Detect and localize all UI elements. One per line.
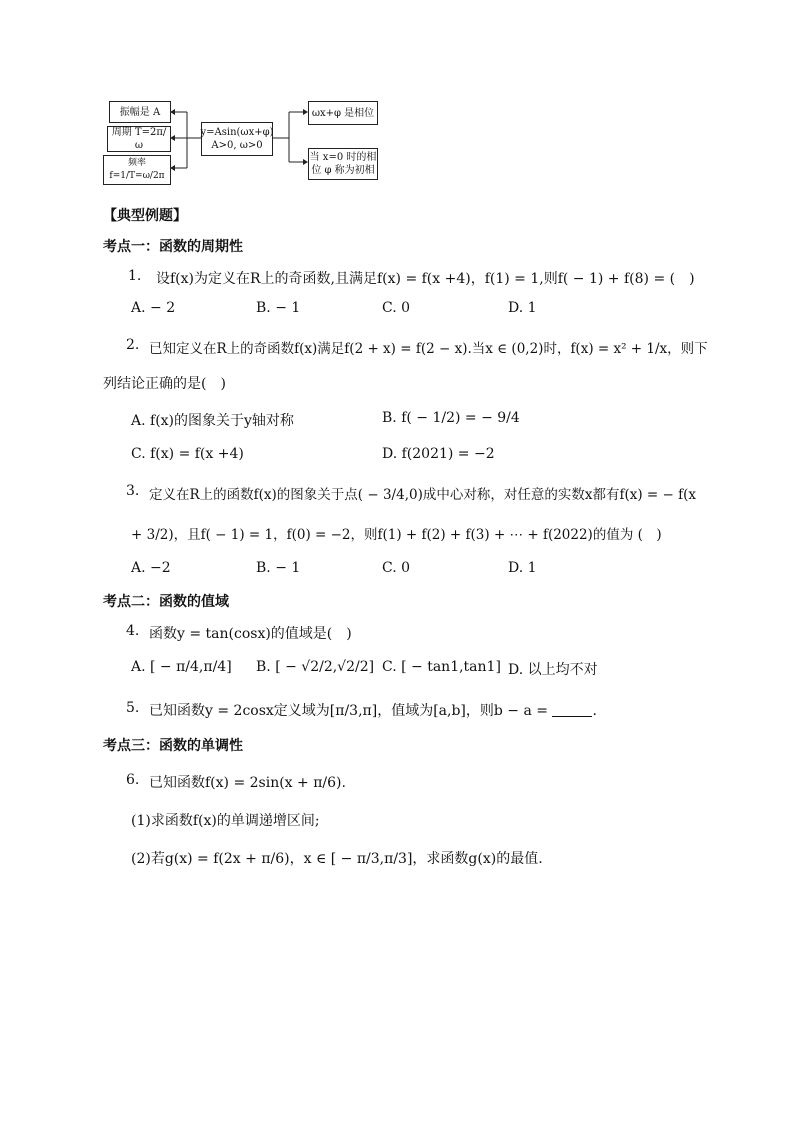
phase-text: ωx+φ 是相位 xyxy=(311,107,375,119)
q6-sub1: (1)求函数f(x)的单调递增区间; xyxy=(131,813,320,829)
period-box xyxy=(107,126,171,152)
q6-sub2: (2)若g(x) = f(2x + π/6)，x ∈ [ − π/3,π/3]，求函数g(x)的最值. xyxy=(131,851,543,867)
q4-option-a: A. [ − π/4,π/4] xyxy=(131,659,232,675)
q4-option-d: D. 以上均不对 xyxy=(508,662,598,678)
q6-number: 6. xyxy=(126,772,140,788)
center-formula-box xyxy=(201,122,273,156)
q5-number: 5. xyxy=(126,700,140,716)
q4-option-c: C. [ − tan1,tan1] xyxy=(382,659,501,675)
q6-text: 已知函数f(x) = 2sin(x + π/6). xyxy=(149,775,346,791)
q1-option-a: A. − 2 xyxy=(131,300,176,316)
q1-option-b: B. − 1 xyxy=(256,300,301,316)
period-text: 周期 T=2π/ω xyxy=(111,127,167,151)
q3-option-a: A. −2 xyxy=(131,560,171,576)
q1-text: 设f(x)为定义在R上的奇函数,且满足f(x) = f(x +4)，f(1) = 1,则f( − 1) + f(8) = ( ) xyxy=(156,271,695,287)
frequency-box xyxy=(103,155,171,185)
kp1-title: 考点一：函数的周期性 xyxy=(103,239,243,255)
q2-option-c: C. f(x) = f(x +4) xyxy=(131,446,244,462)
q3-line2: + 3/2)，且f( − 1) = 1，f(0) = −2，则f(1) + f(2) + f(3) + ⋯ + f(2022)的值为 ( ) xyxy=(131,527,662,543)
q3-option-b: B. − 1 xyxy=(256,560,301,576)
initial-phase-line1: 当 x=0 时的相 xyxy=(309,152,377,163)
q2-option-a: A. f(x)的图象关于y轴对称 xyxy=(131,413,294,429)
initial-phase-line2: 位 φ 称为初相 xyxy=(311,165,375,176)
q3-number: 3. xyxy=(126,483,140,499)
q1-number: 1. xyxy=(128,268,142,284)
kp3-title: 考点三：函数的单调性 xyxy=(103,738,243,754)
q4-option-b: B. [ − √2/2,√2/2] xyxy=(256,659,375,675)
q5-line xyxy=(149,700,597,720)
center-formula-line1: y=Asin(ωx+φ) xyxy=(200,127,274,138)
q3-line1: 定义在R上的函数f(x)的图象关于点( − 3/4,0)成中心对称，对任意的实数x都有f(x) = − f(x xyxy=(149,487,696,503)
amplitude-box xyxy=(109,101,171,123)
q2-option-b: B. f( − 1/2) = − 9/4 xyxy=(382,410,520,426)
kp2-title: 考点二：函数的值域 xyxy=(103,594,229,610)
q1-option-d: D. 1 xyxy=(508,300,537,316)
amplitude-text: 振幅是 A xyxy=(119,106,161,118)
q1-option-c: C. 0 xyxy=(382,300,411,316)
q2-line1: 已知定义在R上的奇函数f(x)满足f(2 + x) = f(2 − x).当x ∈ (0,2)时，f(x) = x² + 1/x，则下 xyxy=(149,341,708,357)
q3-option-c: C. 0 xyxy=(382,560,411,576)
q5-text: 已知函数y = 2cosx定义域为[π/3,π]，值域为[a,b]，则b − a = xyxy=(149,703,548,719)
q5-tail: . xyxy=(592,703,597,719)
q4-text: 函数y = tan(cosx)的值域是( ) xyxy=(149,626,352,642)
q2-line2: 列结论正确的是( ) xyxy=(103,376,226,392)
q2-number: 2. xyxy=(126,337,140,353)
q2-option-d: D. f(2021) = −2 xyxy=(382,446,495,462)
phase-box xyxy=(308,101,378,125)
frequency-text: 频率 f=1/T=ω/2π xyxy=(109,158,165,181)
q4-number: 4. xyxy=(126,623,140,639)
q3-option-d: D. 1 xyxy=(508,560,537,576)
center-formula-line2: A>0, ω>0 xyxy=(211,140,263,151)
q5-answer-blank[interactable] xyxy=(552,702,592,717)
section-title: 【典型例题】 xyxy=(103,208,187,224)
concept-diagram xyxy=(0,0,794,200)
initial-phase-box xyxy=(308,148,378,180)
